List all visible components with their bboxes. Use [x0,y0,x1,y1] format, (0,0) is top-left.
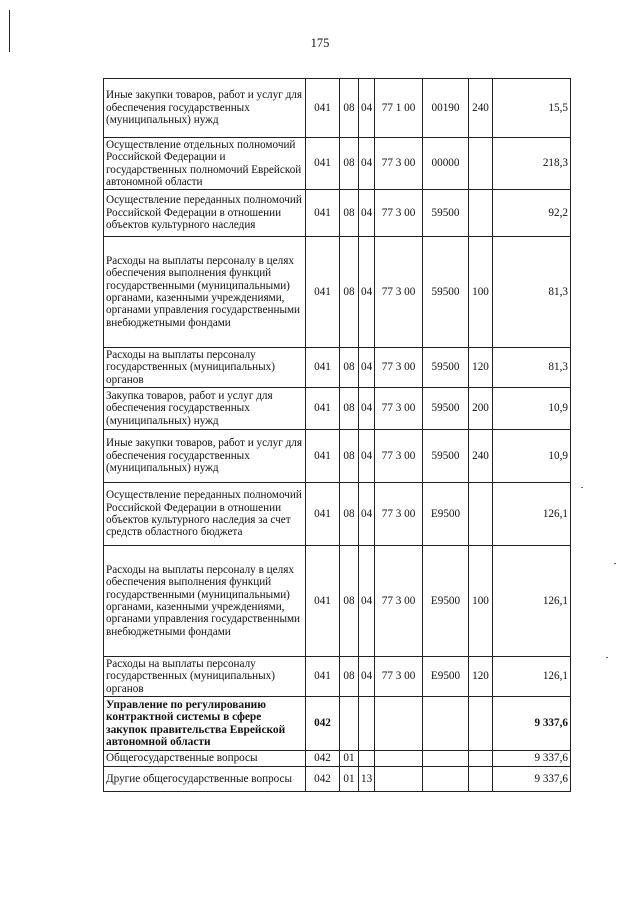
table-row [104,348,571,388]
row-name: Расходы на выплаты персоналу государственных (муниципальных) органов [104,657,306,697]
subsection-code: 04 [359,237,375,348]
direction-code: E9500 [423,546,469,657]
row-name: Расходы на выплаты персоналу в целях обеспечения выполнения функций государственными (муниципальными) органами, казенными учреждениями, органами управления государственными внебюджетными фондами [104,237,306,348]
expense-type-code [469,751,493,767]
ministry-code: 042 [306,767,340,792]
table-row [104,657,571,697]
amount: 10,9 [493,388,571,430]
amount: 92,2 [493,190,571,237]
row-name: Иные закупки товаров, работ и услуг для обеспечения государственных (муниципальных) нужд [104,430,306,483]
table-row [104,546,571,657]
ministry-code: 041 [306,348,340,388]
subsection-code [359,751,375,767]
scan-speck [614,563,616,564]
row-name: Осуществление переданных полномочий Российской Федерации в отношении объектов культурного наследия за счет средств областного бюджета [104,483,306,546]
direction-code: 00190 [423,79,469,138]
direction-code [423,697,469,751]
amount: 126,1 [493,546,571,657]
amount: 218,3 [493,138,571,190]
expense-type-code: 120 [469,657,493,697]
program-code [375,751,423,767]
ministry-code: 041 [306,388,340,430]
program-code: 77 3 00 [375,430,423,483]
expense-type-code [469,767,493,792]
section-code: 08 [340,657,359,697]
expense-type-code [469,190,493,237]
subsection-code: 04 [359,657,375,697]
expense-type-code [469,483,493,546]
table-row [104,430,571,483]
program-code: 77 3 00 [375,483,423,546]
program-code [375,767,423,792]
row-name: Управление по регулированию контрактной системы в сфере закупок правительства Еврейской автономной области [104,697,306,751]
program-code: 77 3 00 [375,348,423,388]
amount: 81,3 [493,237,571,348]
amount: 15,5 [493,79,571,138]
table-row [104,79,571,138]
subsection-code: 04 [359,483,375,546]
section-code: 08 [340,546,359,657]
scan-speck [581,487,583,488]
subsection-code: 13 [359,767,375,792]
section-code: 08 [340,237,359,348]
table-row [104,483,571,546]
ministry-code: 042 [306,697,340,751]
row-name: Закупка товаров, работ и услуг для обеспечения государственных (муниципальных) нужд [104,388,306,430]
expense-type-code: 100 [469,546,493,657]
expense-type-code [469,138,493,190]
amount: 126,1 [493,657,571,697]
row-name: Другие общегосударственные вопросы [104,767,306,792]
subsection-code: 04 [359,348,375,388]
table-row [104,138,571,190]
row-name: Расходы на выплаты персоналу государственных (муниципальных) органов [104,348,306,388]
ministry-code: 041 [306,79,340,138]
table-row [104,697,571,751]
direction-code: 59500 [423,430,469,483]
direction-code: 59500 [423,348,469,388]
subsection-code: 04 [359,138,375,190]
section-code: 08 [340,388,359,430]
row-name: Иные закупки товаров, работ и услуг для обеспечения государственных (муниципальных) нужд [104,79,306,138]
ministry-code: 041 [306,546,340,657]
budget-table [103,78,571,792]
section-code: 08 [340,430,359,483]
subsection-code: 04 [359,546,375,657]
amount: 9 337,6 [493,697,571,751]
subsection-code: 04 [359,430,375,483]
section-code: 01 [340,767,359,792]
program-code: 77 3 00 [375,190,423,237]
subsection-code: 04 [359,79,375,138]
amount: 9 337,6 [493,767,571,792]
section-code: 01 [340,751,359,767]
table-row [104,751,571,767]
direction-code: 59500 [423,237,469,348]
table-row [104,237,571,348]
row-name: Осуществление отдельных полномочий Российской Федерации и государственных полномочий Еврейской автономной области [104,138,306,190]
program-code [375,697,423,751]
program-code: 77 3 00 [375,657,423,697]
section-code [340,697,359,751]
program-code: 77 3 00 [375,138,423,190]
ministry-code: 041 [306,138,340,190]
amount: 81,3 [493,348,571,388]
direction-code: 59500 [423,388,469,430]
expense-type-code: 200 [469,388,493,430]
ministry-code: 041 [306,237,340,348]
ministry-code: 041 [306,190,340,237]
program-code: 77 1 00 [375,79,423,138]
subsection-code [359,697,375,751]
page-number: 175 [310,36,330,50]
section-code: 08 [340,138,359,190]
section-code: 08 [340,348,359,388]
expense-type-code: 120 [469,348,493,388]
program-code: 77 3 00 [375,388,423,430]
program-code: 77 3 00 [375,237,423,348]
ministry-code: 042 [306,751,340,767]
ministry-code: 041 [306,430,340,483]
direction-code: 00000 [423,138,469,190]
ministry-code: 041 [306,483,340,546]
ministry-code: 041 [306,657,340,697]
direction-code: 59500 [423,190,469,237]
amount: 126,1 [493,483,571,546]
section-code: 08 [340,190,359,237]
row-name: Осуществление переданных полномочий Российской Федерации в отношении объектов культурного наследия [104,190,306,237]
program-code: 77 3 00 [375,546,423,657]
section-code: 08 [340,79,359,138]
section-code: 08 [340,483,359,546]
expense-type-code: 240 [469,79,493,138]
row-name: Общегосударственные вопросы [104,751,306,767]
amount: 9 337,6 [493,751,571,767]
row-name: Расходы на выплаты персоналу в целях обеспечения выполнения функций государственными (муниципальными) органами, казенными учреждениями, органами управления государственными внебюджетными фондами [104,546,306,657]
table-row [104,388,571,430]
amount: 10,9 [493,430,571,483]
direction-code: E9500 [423,657,469,697]
expense-type-code: 240 [469,430,493,483]
expense-type-code: 100 [469,237,493,348]
direction-code: E9500 [423,483,469,546]
budget-table-body [104,79,571,792]
subsection-code: 04 [359,190,375,237]
direction-code [423,751,469,767]
expense-type-code [469,697,493,751]
table-row [104,767,571,792]
scan-speck [606,657,608,658]
direction-code [423,767,469,792]
table-row [104,190,571,237]
subsection-code: 04 [359,388,375,430]
